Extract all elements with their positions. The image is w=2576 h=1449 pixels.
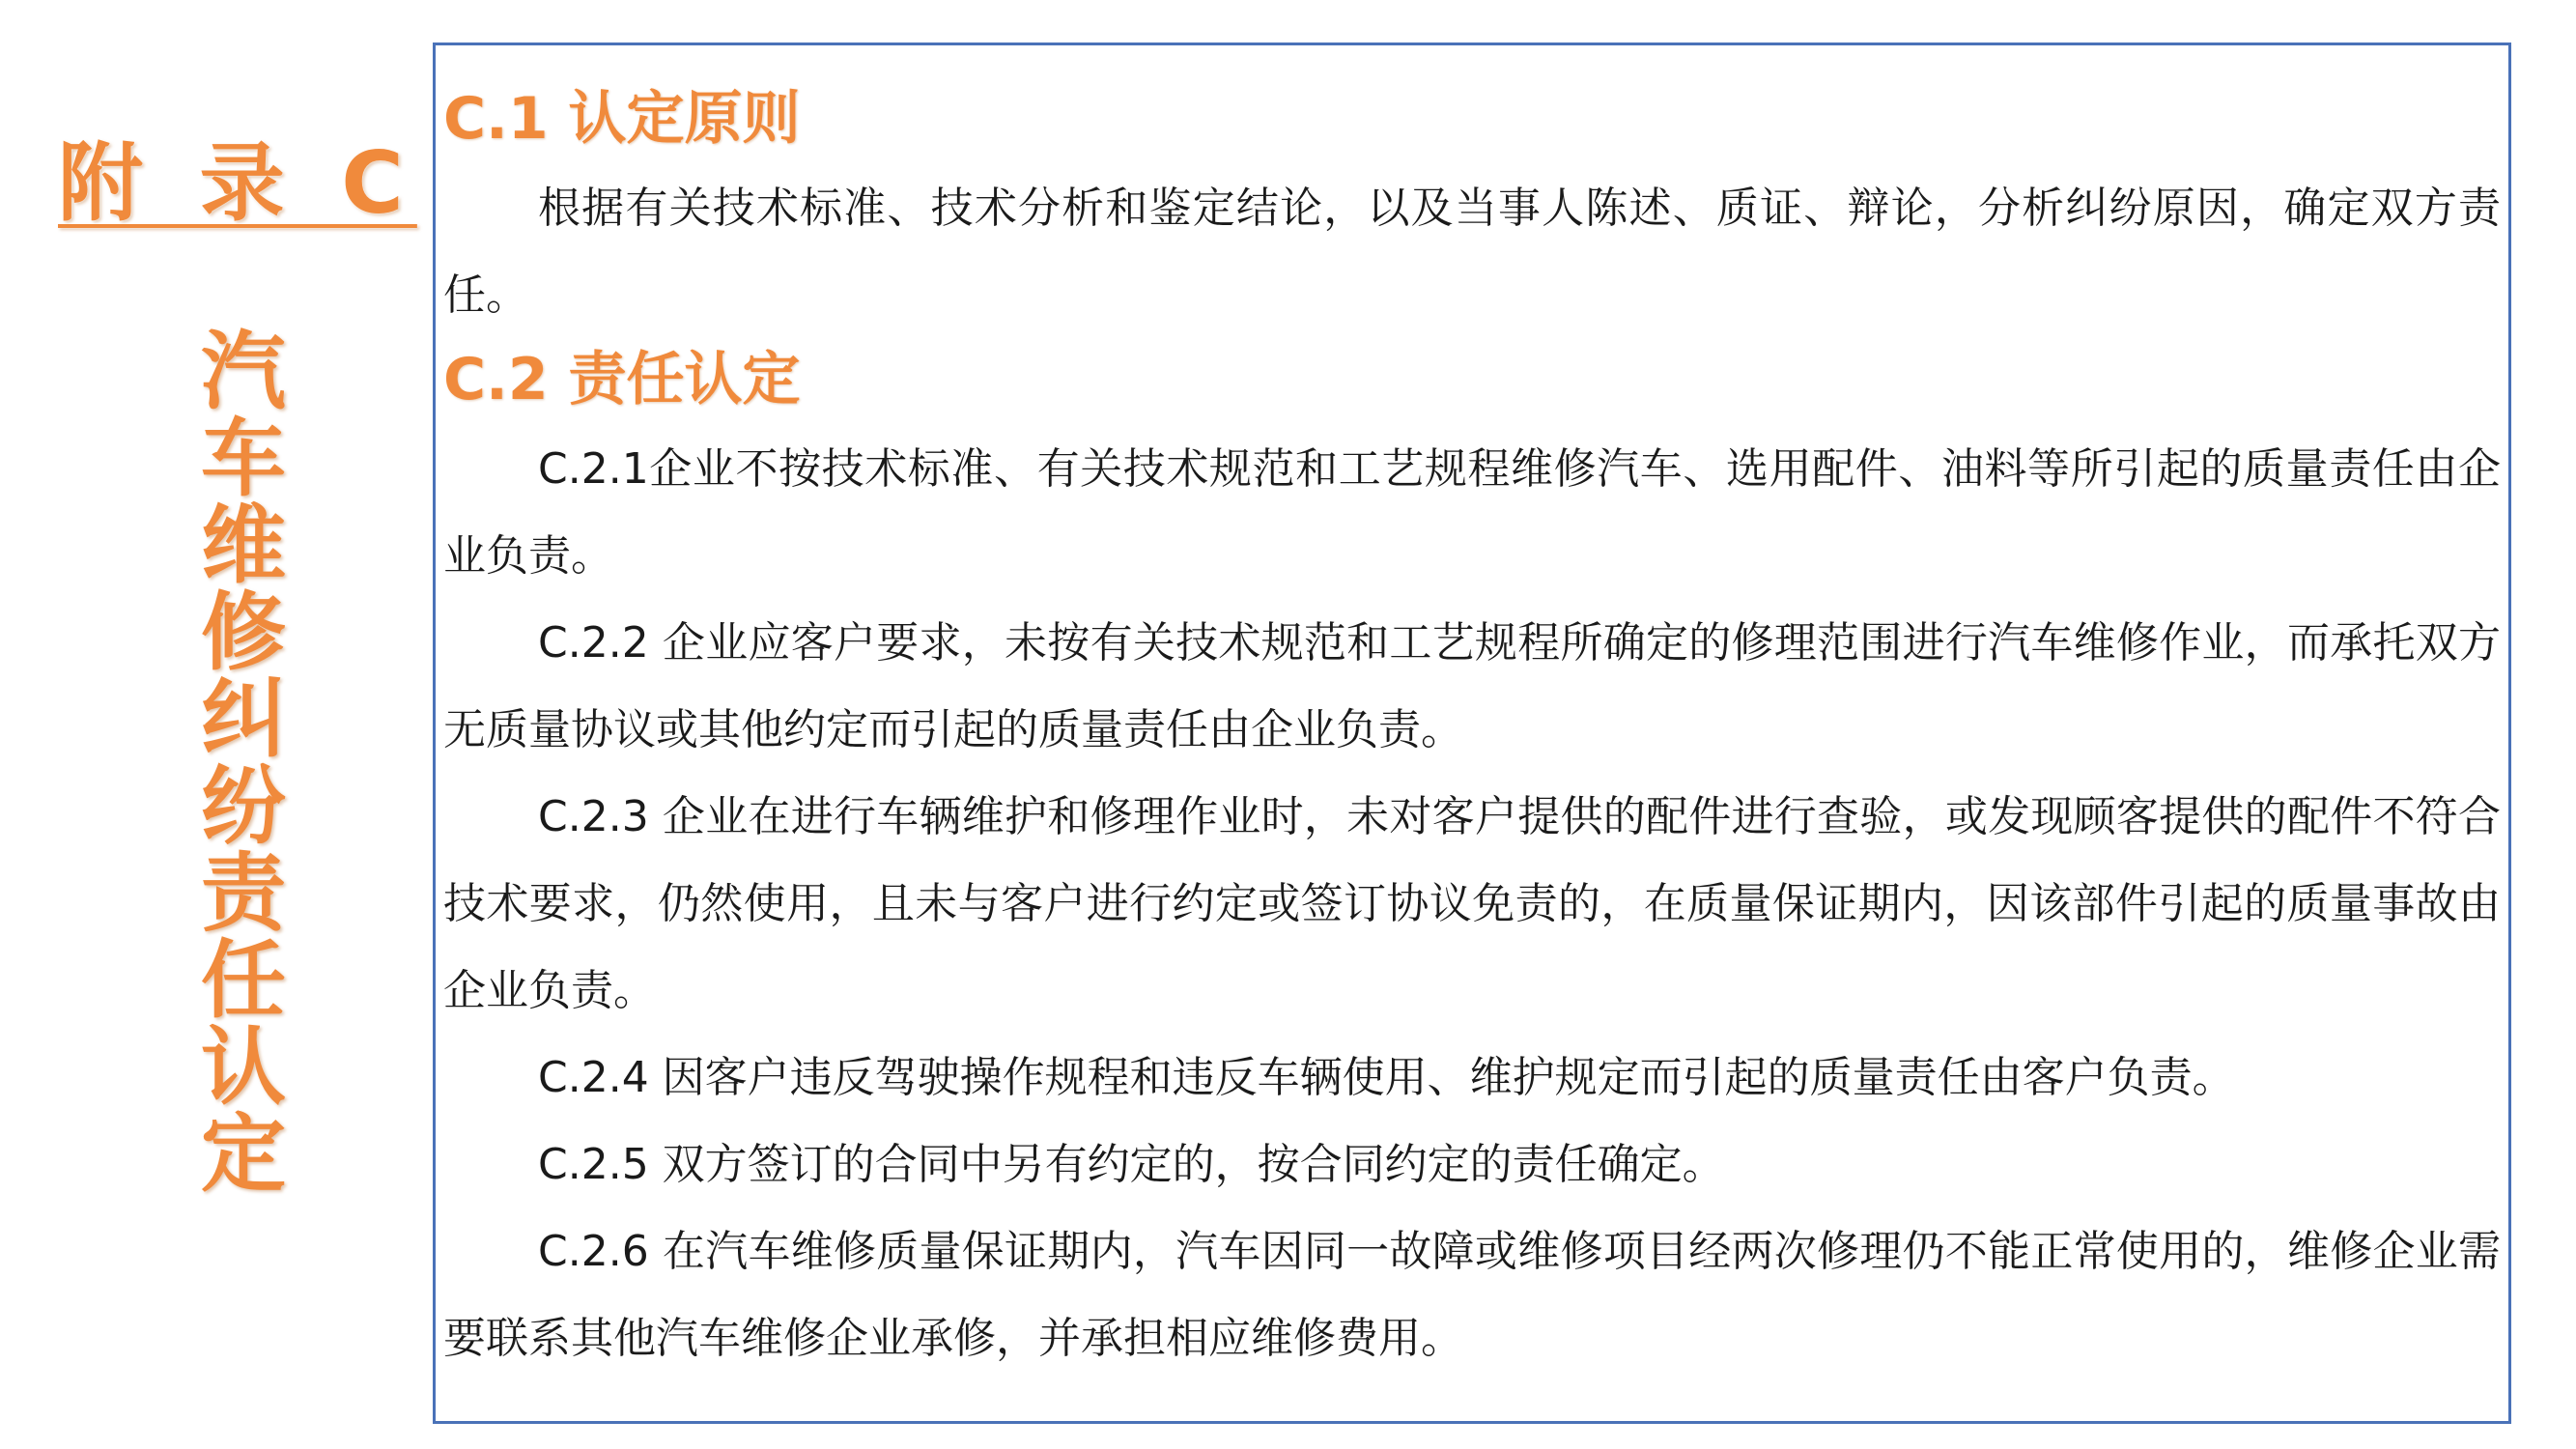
paragraph-c2-1: C.2.1企业不按技术标准、有关技术规范和工艺规程维修汽车、选用配件、油料等所引起的质量责任由企业负责。 — [443, 444, 2501, 581]
paragraph-c2-2: C.2.2 企业应客户要求，未按有关技术规范和工艺规程所确定的修理范围进行汽车维修作业，而承托双方无质量协议或其他约定而引起的质量责任由企业负责。 — [443, 618, 2501, 754]
paragraph-c2-3: C.2.3 企业在进行车辆维护和修理作业时，未对客户提供的配件进行查验，或发现顾客提供的配件不符合技术要求，仍然使用，且未与客户进行约定或签订协议免责的，在质量保证期内，因该部件引起的质量事故由企业负责。 — [443, 792, 2501, 1015]
paragraph-c2-6: C.2.6 在汽车维修质量保证期内，汽车因同一故障或维修项目经两次修理仍不能正常使用的，维修企业需要联系其他汽车维修企业承修，并承担相应维修费用。 — [443, 1227, 2501, 1363]
paragraph-c1: 根据有关技术标准、技术分析和鉴定结论，以及当事人陈述、质证、辩论，分析纠纷原因，确定双方责任。 — [443, 184, 2501, 320]
section-heading-c1: C.1 认定原则 — [443, 85, 801, 153]
content-panel — [433, 43, 2511, 1424]
paragraph-c2-4: C.2.4 因客户违反驾驶操作规程和违反车辆使用、维护规定而引起的质量责任由客户负责。 — [538, 1053, 2235, 1102]
section-heading-c2: C.2 责任认定 — [443, 346, 801, 413]
vertical-title: 汽车维修纠纷责任认定 — [200, 322, 286, 1204]
appendix-label: 附 录 C — [58, 133, 417, 233]
paragraph-c2-5: C.2.5 双方签订的合同中另有约定的，按合同约定的责任确定。 — [538, 1140, 1725, 1189]
